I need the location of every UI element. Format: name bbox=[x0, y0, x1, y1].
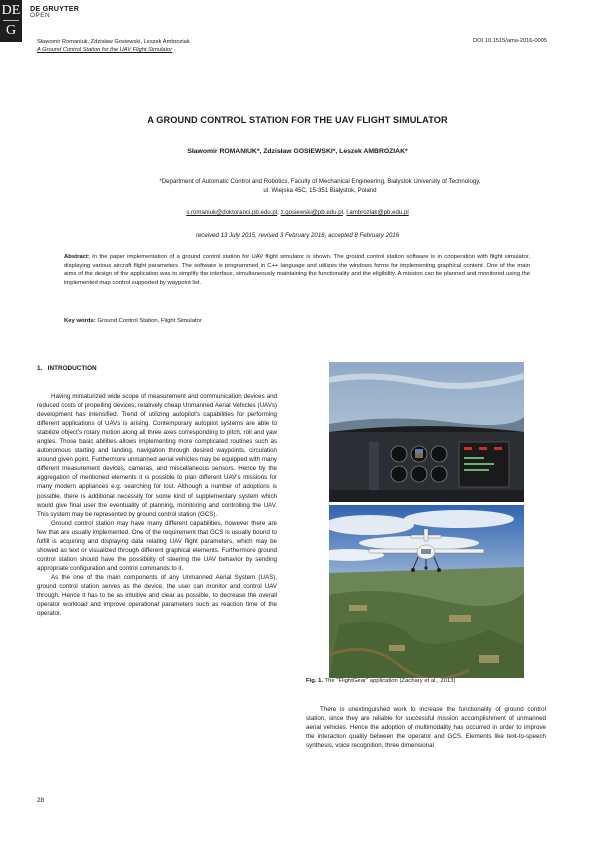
aircraft-chase-view bbox=[329, 505, 524, 678]
email-separator: , bbox=[342, 209, 347, 216]
header-authors: Sławomir Romaniuk, Zdzisław Gosiewski, Leszek Ambroziak bbox=[37, 39, 190, 45]
paragraph: As the one of the main components of any Unmanned Aerial System (UAS), ground control station serves as the device, the user can monitor and control UAV through. Hence it has to be as intuitive and clear as possible, to decrease the overall operator workload and improve operational parameters such as reaction time of the operator. bbox=[37, 573, 277, 618]
paper-authors: Sławomir ROMANIUK*, Zdzisław GOSIEWSKI*, Leszek AMBROZIAK* bbox=[187, 148, 408, 155]
paragraph: There is unextinguished work to increase the functionality of ground control station, since they are reliable for successful mission accomplishment of unmanned aerial vehicles. Hence the adoption of multimodality has occurred in order to improve the interaction quality between the operator and GCS. Elements like text-to-speech synthesis, voice recognition, three dimensional bbox=[306, 706, 546, 750]
running-header bbox=[37, 38, 190, 54]
publisher-name: DE GRUYTER bbox=[30, 4, 80, 13]
figure-label: Fig. 1. bbox=[306, 678, 324, 684]
publisher-sub: OPEN bbox=[30, 12, 51, 19]
figure-1 bbox=[329, 362, 524, 678]
cockpit-screenshot bbox=[329, 362, 524, 502]
section-title: INTRODUCTION bbox=[47, 365, 97, 372]
affiliation-line-1: *Department of Automatic Control and Robotics, Faculty of Mechanical Engineering, Bialystok University of Technology, bbox=[159, 178, 481, 185]
logo-divider bbox=[3, 20, 19, 21]
paper-title: A GROUND CONTROL STATION FOR THE UAV FLIGHT SIMULATOR bbox=[147, 115, 448, 125]
email-separator: , bbox=[277, 209, 281, 216]
figure-caption-text: The "FlightGear" application (Zachary et al., 2013) bbox=[323, 678, 456, 684]
affiliation-line-2: ul. Wiejska 45C, 15-351 Białystok, Poland bbox=[263, 187, 377, 194]
paragraph: Ground control station may have many different capabilities, however there are few that are usually implemented. One of the requirement that GCS is usually bound to fulfill is acquiring and displaying data relating UAV flight parameters, which may be showed as text or visualized through different graphical elements. Furthermore ground control station should have the possibility of steering the UAV behavior by sending appropriate configuration and control commands to it. bbox=[37, 519, 277, 572]
section-heading bbox=[37, 365, 97, 372]
email-link-2[interactable]: z.gosiewski@pb.edu.pl bbox=[280, 209, 343, 216]
abstract-text: In the paper implementation of a ground control station for UAV flight simulator is shown. The ground control station software is in cooperation with flight simulator, displaying various aircraft flight parameters. The software is programmed in C++ language and utilizes the windows forms for implementing graphical content. One of the main aims of the design of the application was to simplify the interface, simultaneously maintaining the functionality and the eligibility. A mission can be planned and monitored using the implemented map control supported by waypoint list. bbox=[64, 254, 530, 286]
author-emails bbox=[0, 209, 595, 216]
page-number: 28 bbox=[37, 797, 45, 804]
section-number: 1. bbox=[37, 365, 43, 372]
body-column-left bbox=[37, 392, 277, 618]
body-column-right bbox=[306, 705, 546, 750]
email-link-3[interactable]: l.ambroziak@pb.edu.pl bbox=[346, 209, 409, 216]
publisher-logo bbox=[0, 0, 22, 42]
paragraph: Having miniaturized wide scope of measurement and communication devices and reduced costs of propelling devices, relatively cheap Unmanned Aerial Vehicles (UAVs) development has intensified. Trend of utilizing autopilot's capabilities for performing different applications of UAVs is arising. Contemporary autopilot systems are able to stabilize object's rotary motion along all three axes corresponding to pitch, roll and yaw angles. Those basic abilities allows implementing more complicated routines such as autonomous starting and landing, navigation through desired waypoints, circulation around given point. Furthermore unmanned aerial vehicles may be equipped with many different measurement devices, cameras, and miscellaneous sensors. Hence by the aggregation of mentioned elements it is possible to plan different UAV's missions for many modern appliances e.g. searching for lost. Although a number of adoptions is possible, there is additional necessity for some kind of supplementary system which would give final user the eventuality of planning, monitoring and controlling the UAV. This system may be represented by ground control station (GCS). bbox=[37, 393, 277, 518]
email-link-1[interactable]: s.romaniuk@doktoranci.pb.edu.pl bbox=[186, 209, 278, 216]
header-short-title: A Ground Control Station for the UAV Flight Simulator bbox=[37, 47, 173, 53]
logo-letter-bottom: G bbox=[5, 23, 17, 38]
logo-letter-top: DE bbox=[1, 3, 21, 18]
keywords-text: Ground Control Station, Flight Simulator bbox=[95, 318, 202, 324]
received-dates: received 13 July 2015, revised 3 February 2016, accepted 8 February 2016 bbox=[195, 232, 400, 239]
keywords bbox=[64, 318, 202, 324]
figure-caption bbox=[306, 678, 455, 684]
keywords-label: Key words: bbox=[64, 318, 96, 324]
abstract-label: Abstract: bbox=[64, 254, 90, 260]
affiliation bbox=[150, 177, 490, 195]
abstract bbox=[64, 253, 530, 287]
header-doi: DOI 10.1515/ama-2016-0005 bbox=[473, 38, 547, 44]
